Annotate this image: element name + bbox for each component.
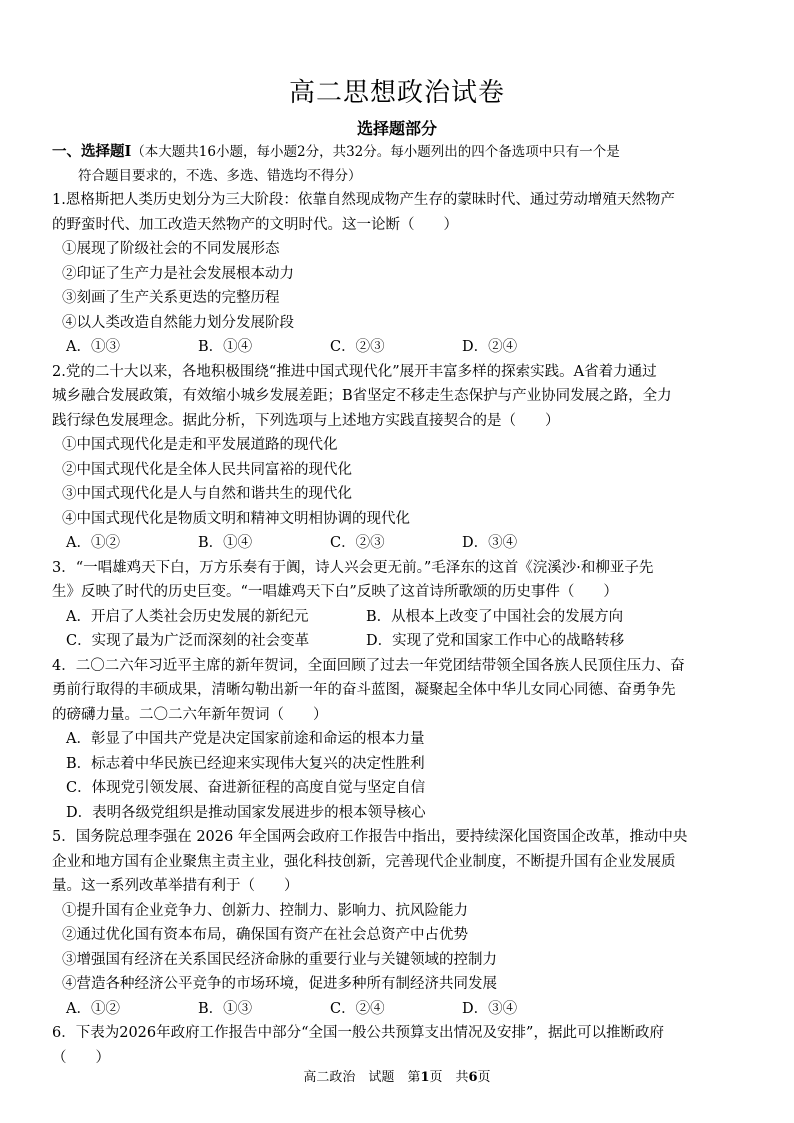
choice-b[interactable]: B．①④ xyxy=(198,535,253,551)
question-1-choices xyxy=(52,335,742,360)
instruction-label: 一、选择题Ⅰ xyxy=(52,143,132,160)
question-5-item: ③增强国有经济在关系国民经济命脉的重要行业与关键领域的控制力 xyxy=(62,951,497,968)
choice-d[interactable]: D．③④ xyxy=(462,1000,518,1017)
question-5-choices xyxy=(52,997,742,1022)
instruction xyxy=(52,140,742,164)
choice-b[interactable]: B．①③ xyxy=(198,1000,253,1017)
question-1-stem-2: 的野蛮时代、加工改造天然物产的文明时代。这一论断（ ） xyxy=(52,216,458,233)
choice-b[interactable]: B．从根本上改变了中国社会的发展方向 xyxy=(366,608,624,625)
question-1-item: ②印证了生产力是社会发展根本动力 xyxy=(62,265,294,282)
choice-d[interactable]: D．实现了党和国家工作中心的战略转移 xyxy=(366,633,625,649)
choice-a[interactable]: A．①② xyxy=(66,1000,120,1017)
choice-c[interactable]: C．体现党引领发展、奋进新征程的高度自觉与坚定自信 xyxy=(66,780,426,796)
section-title: 选择题部分 xyxy=(356,119,437,138)
question-5-stem-3: 量。这一系列改革举措有利于（ ） xyxy=(52,878,299,894)
choice-b[interactable]: B．标志着中华民族已经迎来实现伟大复兴的决定性胜利 xyxy=(66,755,425,772)
question-3-choices xyxy=(52,605,742,654)
exam-content xyxy=(52,140,742,1070)
question-3-stem-2: 生》反映了时代的历史巨变。“一唱雄鸡天下白”反映了这首诗所歌颂的历史事件（ ） xyxy=(52,584,618,600)
question-4-stem-1: 4．二〇二六年习近平主席的新年贺词，全面回顾了过去一年党团结带领全国各族人民顶住压力、奋 xyxy=(52,657,685,674)
question-2-stem-1: 2.党的二十大以来，各地积极围绕“推进中国式现代化”展开丰富多样的探索实践。A省着力通过 xyxy=(52,363,657,380)
instruction-line1: （本大题共16小题，每小题2分，共32分。每小题列出的四个备选项中只有一个是 xyxy=(131,144,620,160)
question-4-stem-2: 勇前行取得的丰硕成果，清晰勾勒出新一年的奋斗蓝图，凝聚起全体中华儿女同心同德、奋勇争先 xyxy=(52,682,676,698)
choice-a[interactable]: A．①③ xyxy=(66,339,120,355)
choice-d[interactable]: D．②④ xyxy=(462,339,518,355)
choice-c[interactable]: C．实现了最为广泛而深刻的社会变革 xyxy=(66,633,310,649)
choice-a[interactable]: A．①② xyxy=(66,535,120,551)
choice-c[interactable]: C．②③ xyxy=(330,535,385,551)
question-2-item: ③中国式现代化是人与自然和谐共生的现代化 xyxy=(62,486,352,502)
question-5-item: ①提升国有企业竞争力、创新力、控制力、影响力、抗风险能力 xyxy=(62,902,468,919)
page-title: 高二思想政治试卷 xyxy=(288,78,505,108)
question-5-stem-1: 5．国务院总理李强在 2026 年全国两会政府工作报告中指出，要持续深化国资国企改革，推动中央 xyxy=(52,829,688,845)
question-2-item: ④中国式现代化是物质文明和精神文明相协调的现代化 xyxy=(62,510,410,527)
choice-a[interactable]: A．开启了人类社会历史发展的新纪元 xyxy=(66,608,309,625)
question-2-stem-3: 践行绿色发展理念。据此分析，下列选项与上述地方实践直接契合的是（ ） xyxy=(52,412,560,429)
instruction-line2: 符合题目要求的，不选、多选、错选均不得分） xyxy=(78,168,362,184)
question-1-stem-1: 1.恩格斯把人类历史划分为三大阶段：依靠自然现成物产生存的蒙昧时代、通过劳动增殖天然物产 xyxy=(52,192,675,208)
question-2-item: ②中国式现代化是全体人民共同富裕的现代化 xyxy=(62,461,352,478)
footer-subject: 高二政治 试题 第 xyxy=(303,1070,421,1085)
question-1-item: ③刻画了生产关系更迭的完整历程 xyxy=(62,290,280,306)
footer-end: 页 xyxy=(477,1070,491,1085)
page-footer xyxy=(0,1066,794,1085)
question-2-item: ①中国式现代化是走和平发展道路的现代化 xyxy=(62,437,338,453)
footer-mid: 页 共 xyxy=(429,1070,469,1085)
choice-b[interactable]: B．①④ xyxy=(198,339,253,355)
question-4-stem-3: 的磅礴力量。二〇二六年新年贺词（ ） xyxy=(52,706,328,723)
choice-c[interactable]: C．②③ xyxy=(330,339,385,355)
footer-total-pages: 6 xyxy=(468,1070,478,1085)
question-6-stem-2: （ ） xyxy=(52,1049,110,1066)
choice-d[interactable]: D．表明各级党组织是推动国家发展进步的根本领导核心 xyxy=(66,804,426,821)
question-5-item: ④营造各种经济公平竞争的市场环境，促进多种所有制经济共同发展 xyxy=(62,976,497,992)
question-2-choices xyxy=(52,531,742,556)
question-3-stem-1: 3．“一唱雄鸡天下白，万方乐奏有于阗，诗人兴会更无前。”毛泽东的这首《浣溪沙·和柳亚子先 xyxy=(52,559,654,576)
footer-page-number: 1 xyxy=(420,1070,430,1085)
question-1-item: ①展现了阶级社会的不同发展形态 xyxy=(62,241,280,257)
question-6-stem-1: 6．下表为2026年政府工作报告中部分“全国一般公共预算支出情况及安排”，据此可以推断政府 xyxy=(52,1025,664,1041)
question-1-item: ④以人类改造自然能力划分发展阶段 xyxy=(62,314,294,331)
question-5-stem-2: 企业和地方国有企业聚焦主责主业，强化科技创新，完善现代企业制度，不断提升国有企业发展质 xyxy=(52,853,676,870)
choice-c[interactable]: C．②④ xyxy=(330,1000,385,1017)
choice-a[interactable]: A．彰显了中国共产党是决定国家前途和命运的根本力量 xyxy=(66,731,425,747)
choice-d[interactable]: D．③④ xyxy=(462,535,518,551)
question-2-stem-2: 城乡融合发展政策，有效缩小城乡发展差距；B省坚定不移走生态保护与产业协同发展之路，全力 xyxy=(52,388,672,404)
question-5-item: ②通过优化国有资本布局，确保国有资产在社会总资产中占优势 xyxy=(62,927,468,943)
